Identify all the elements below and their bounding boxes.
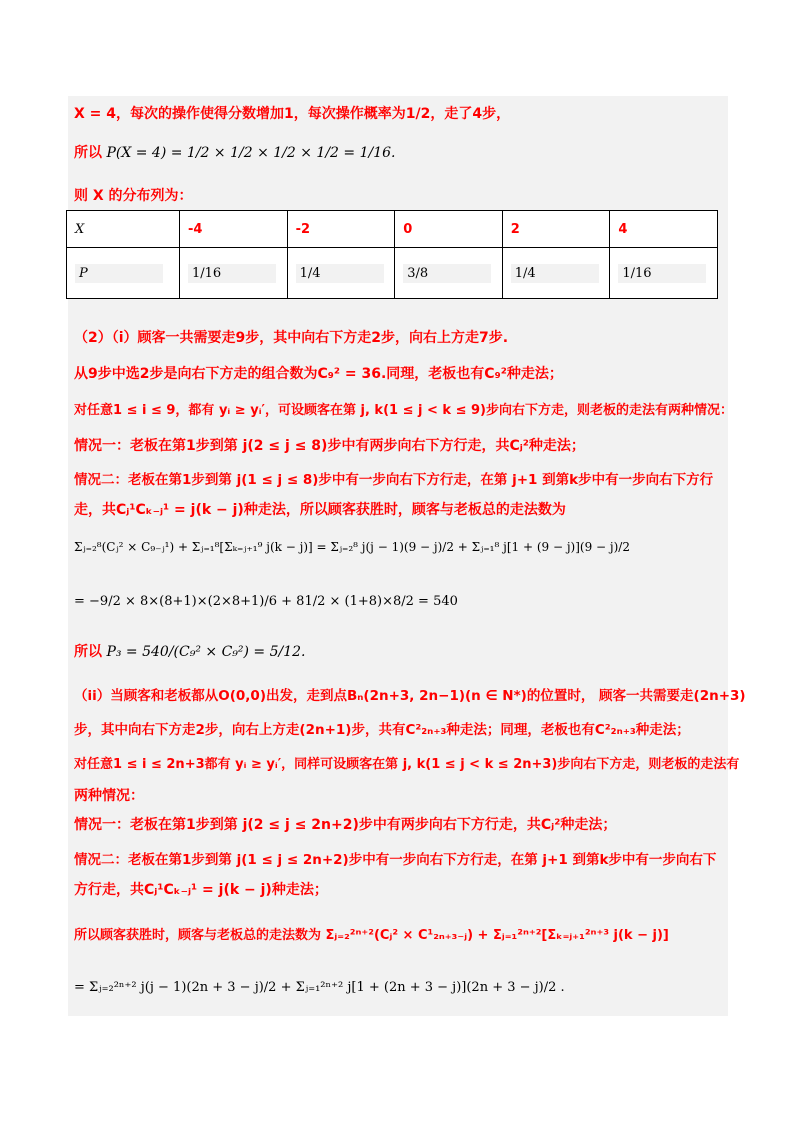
table-cell: 2: [502, 211, 610, 248]
part2-case2-cont: 走，共Cⱼ¹Cₖ₋ⱼ¹ = j(k − j)种走法，所以顾客获胜时，顾客与老板总的走法数为: [74, 502, 566, 518]
part3-case1: 情况一：老板在第1步到第 j(2 ≤ j ≤ 2n+2)步中有两步向右下方行走，共Cⱼ²种走法；: [74, 817, 617, 833]
table-row: [67, 211, 718, 248]
part3-sum-formula: = Σⱼ₌₂²ⁿ⁺² j(j − 1)(2n + 3 − j)/2 + Σⱼ₌₁²ⁿ⁺² j[1 + (2n + 3 − j)](2n + 3 − j)/2 .: [74, 980, 565, 995]
table-header-x: X: [67, 211, 180, 248]
table-header-p: P: [67, 248, 180, 299]
part2-case2: 情况二：老板在第1步到第 j(1 ≤ j ≤ 8)步中有一步向右下方行走，在第 j+1 到第k步中有一步向右下方行: [74, 472, 714, 488]
part3-line2: 步，其中向右下方走2步，向右上方走(2n+1)步，共有C²₂ₙ₊₃种走法；同理，老板也有C²₂ₙ₊₃种走法；: [74, 722, 690, 738]
part2-question: （2）（i）顾客一共需要走9步，其中向右下方走2步，向右上方走7步.: [74, 330, 509, 346]
table-cell: 3/8: [395, 248, 503, 299]
part3-line4: 两种情况：: [74, 788, 144, 804]
table-cell: 1/4: [502, 248, 610, 299]
table-cell: 1/16: [610, 248, 718, 299]
part2-case1: 情况一：老板在第1步到第 j(2 ≤ j ≤ 8)步中有两步向右下方行走，共Cⱼ²种走法；: [74, 438, 585, 454]
part3-case2-cont: 方行走，共Cⱼ¹Cₖ₋ⱼ¹ = j(k − j)种走法；: [74, 882, 328, 898]
table-cell: -4: [180, 211, 288, 248]
part3-intro: （ii）当顾客和老板都从O(0,0)出发，走到点Bₙ(2n+3, 2n−1)(n ∈ N*)的位置时， 顾客一共需要走(2n+3): [74, 688, 746, 704]
line-dist-intro: 则 X 的分布列为：: [74, 188, 193, 204]
table-row: [67, 248, 718, 299]
table-cell: -2: [287, 211, 395, 248]
part3-case2: 情况二：老板在第1步到第 j(1 ≤ j ≤ 2n+2)步中有一步向右下方行走，在第 j+1 到第k步中有一步向右下: [74, 852, 717, 868]
line-p-x4: 所以 P(X = 4) = 1/2 × 1/2 × 1/2 × 1/2 = 1/16.: [74, 145, 396, 161]
part2-line3: 对任意1 ≤ i ≤ 9，都有 yᵢ ≥ yᵢ′，可设顾客在第 j, k(1 ≤ j < k ≤ 9)步向右下方走，则老板的走法有两种情况：: [74, 403, 733, 418]
part3-sum-intro: 所以顾客获胜时，顾客与老板总的走法数为 Σⱼ₌₂²ⁿ⁺²(Cⱼ² × C¹₂ₙ₊₃₋ⱼ) + Σⱼ₌₁²ⁿ⁺²[Σₖ₌ⱼ₊₁²ⁿ⁺³ j(k − j)]: [74, 928, 669, 943]
part2-sum-formula: Σⱼ₌₂⁸(Cⱼ² × C₉₋ⱼ¹) + Σⱼ₌₁⁸[Σₖ₌ⱼ₊₁⁹ j(k − j)] = Σⱼ₌₂⁸ j(j − 1)(9 − j)/2 + Σⱼ₌₁⁸ j[1 + (9 − j)](9 − j)/2: [74, 540, 630, 554]
part3-line3: 对任意1 ≤ i ≤ 2n+3都有 yᵢ ≥ yᵢ′，同样可设顾客在第 j, k(1 ≤ j < k ≤ 2n+3)步向右下方走，则老板的走法有: [74, 757, 740, 772]
distribution-table: [66, 210, 718, 299]
part2-probability: 所以 P₃ = 540/(C₉² × C₉²) = 5/12.: [74, 644, 306, 660]
table-cell: 1/4: [287, 248, 395, 299]
line-x4: X = 4，每次的操作使得分数增加1，每次操作概率为1/2，走了4步，: [74, 106, 511, 122]
table-cell: 0: [395, 211, 503, 248]
table-cell: 1/16: [180, 248, 288, 299]
table-cell: 4: [610, 211, 718, 248]
part2-sum-result: = −9/2 × 8×(8+1)×(2×8+1)/6 + 81/2 × (1+8)×8/2 = 540: [74, 594, 458, 609]
part2-line2: 从9步中选2步是向右下方走的组合数为C₉² = 36.同理，老板也有C₉²种走法；: [74, 366, 563, 382]
